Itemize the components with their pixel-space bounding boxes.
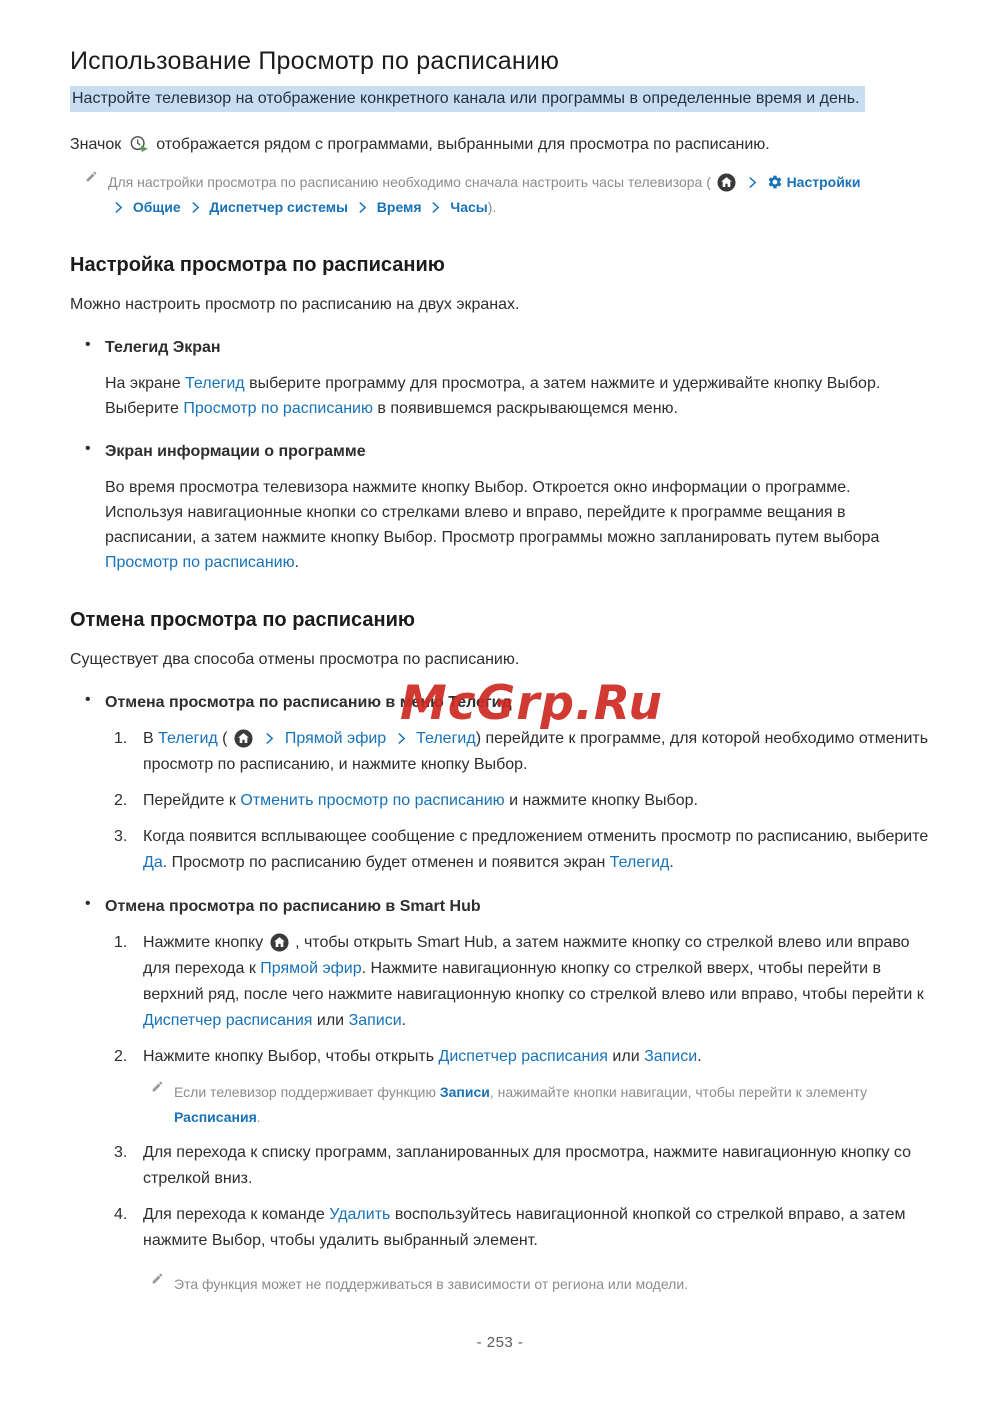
text-segment: . <box>669 854 674 871</box>
system-manager-link[interactable]: Диспетчер системы <box>209 199 349 215</box>
setup-bullet-list <box>70 337 930 575</box>
region-note <box>151 1272 930 1297</box>
chevron-right-icon <box>748 176 757 189</box>
clock-setup-note-text <box>108 170 860 220</box>
text-segment: Для перехода к команде <box>143 1206 330 1223</box>
recordings-link[interactable]: Записи <box>644 1048 698 1065</box>
text-segment: Для перехода к списку программ, запланированных для просмотра, нажмите навигационную кнопку со стрелкой вниз. <box>143 1144 911 1187</box>
home-icon <box>270 933 289 952</box>
step-item <box>105 1044 930 1130</box>
text-segment: . <box>294 554 300 571</box>
chevron-right-icon <box>397 732 406 745</box>
note-pencil-icon <box>151 1272 164 1297</box>
intro-highlight: Настройте телевизор на отображение конкретного канала или программы в определенные время и день. <box>70 86 865 112</box>
list-item-cancel-smarthub <box>70 896 930 1254</box>
chevron-right-icon <box>114 201 123 214</box>
recordings-note-text <box>174 1080 930 1130</box>
cancel-smarthub-title: • Отмена просмотра по расписанию в Smart Hub <box>105 898 481 915</box>
intro-text-after: отображается рядом с программами, выбранными для просмотра по расписанию. <box>156 136 770 153</box>
text-segment: или <box>607 1048 645 1065</box>
schedules-link[interactable]: Расписания <box>174 1109 257 1125</box>
section-heading-setup: Настройка просмотра по расписанию <box>70 254 445 276</box>
text-segment: , чтобы открыть Smart Hub, а затем нажмите кнопку со стрелкой влево или вправо для перехода к <box>143 934 910 977</box>
text-segment: В <box>143 730 159 747</box>
note-text-tail: ). <box>487 199 497 215</box>
section-heading-cancel: Отмена просмотра по расписанию <box>70 609 415 631</box>
list-item-program-info <box>70 441 930 575</box>
text-segment: или <box>312 1012 349 1029</box>
text-segment: ( <box>217 730 228 747</box>
guide-link[interactable]: Телегид <box>609 854 670 871</box>
recordings-link[interactable]: Записи <box>348 1012 402 1029</box>
intro-text-before: Значок <box>70 136 122 153</box>
chevron-right-icon <box>358 201 367 214</box>
cancel-schedule-viewing-link[interactable]: Отменить просмотр по расписанию <box>240 792 505 809</box>
schedule-viewing-link[interactable]: Просмотр по расписанию <box>183 400 373 417</box>
delete-link[interactable]: Удалить <box>329 1206 391 1223</box>
note-text-segment: Если телевизор поддерживает функцию <box>174 1084 440 1100</box>
step-item <box>105 1202 930 1254</box>
cancel-guide-title: • Отмена просмотра по расписанию в меню Телегид <box>105 694 512 711</box>
settings-link[interactable]: Настройки <box>786 174 861 190</box>
recordings-link[interactable]: Записи <box>439 1084 490 1100</box>
step-item <box>105 824 930 876</box>
chevron-right-icon <box>191 201 200 214</box>
chevron-right-icon <box>265 732 274 745</box>
home-icon <box>234 729 253 748</box>
cancel-lead: Существует два способа отмены просмотра по расписанию. <box>70 651 520 668</box>
step-item <box>105 1140 930 1192</box>
note-text-segment: Для настройки просмотра по расписанию необходимо сначала настроить часы телевизора ( <box>108 174 711 190</box>
guide-link[interactable]: Телегид <box>416 730 476 747</box>
general-link[interactable]: Общие <box>132 199 181 215</box>
cancel-guide-steps <box>105 726 930 876</box>
note-text-segment: . <box>256 1109 261 1125</box>
text-segment: выберите программу для просмотра, а затем нажмите и удерживайте кнопку Выбор. Выберите <box>105 375 881 417</box>
note-pencil-icon <box>151 1080 164 1130</box>
text-segment: Нажмите кнопку Выбор, чтобы открыть <box>143 1048 439 1065</box>
text-segment: Во время просмотра телевизора нажмите кнопку Выбор. Откроется окно информации о программе. Используя навигационные кнопки со стрелками влево и вправо, перейдите к программе вещания в расписании, а затем нажмите кнопку Выбор. Просмотр программы можно запланировать путем выбора <box>105 479 880 546</box>
text-segment: . Просмотр по расписанию будет отменен и появится экран <box>162 854 610 871</box>
watermark-link[interactable]: McGrp.Ru <box>400 676 663 731</box>
clock-setup-note <box>85 170 930 220</box>
text-segment: Перейдите к <box>143 792 241 809</box>
page-title: Использование Просмотр по расписанию <box>70 47 560 75</box>
time-link[interactable]: Время <box>376 199 422 215</box>
home-icon <box>717 173 736 192</box>
text-segment: и нажмите кнопку Выбор. <box>504 792 698 809</box>
schedule-viewing-link[interactable]: Просмотр по расписанию <box>105 554 295 571</box>
guide-screen-paragraph <box>105 371 930 421</box>
text-segment: Когда появится всплывающее сообщение с предложением отменить просмотр по расписанию, выберите <box>143 828 929 845</box>
settings-gear-icon <box>767 174 783 190</box>
text-segment: . <box>401 1012 407 1029</box>
cancel-bullet-list <box>70 692 930 1254</box>
schedule-manager-link[interactable]: Диспетчер расписания <box>143 1012 313 1029</box>
list-item-guide-screen <box>70 337 930 421</box>
guide-screen-title: • Телегид Экран <box>105 339 221 356</box>
clock-link[interactable]: Часы <box>450 199 488 215</box>
recordings-note <box>151 1080 930 1130</box>
text-segment: в появившемся раскрывающемся меню. <box>372 400 678 417</box>
program-info-title: • Экран информации о программе <box>105 443 366 460</box>
note-pencil-icon <box>85 170 98 220</box>
schedule-manager-link[interactable]: Диспетчер расписания <box>438 1048 608 1065</box>
page-number: - 253 - <box>476 1334 524 1351</box>
step-item <box>105 726 930 778</box>
chevron-right-icon <box>431 201 440 214</box>
live-tv-link[interactable]: Прямой эфир <box>260 960 362 977</box>
program-info-paragraph <box>105 475 930 575</box>
intro-paragraph <box>70 132 930 157</box>
text-segment: . <box>697 1048 702 1065</box>
schedule-viewing-clock-icon <box>129 135 149 153</box>
guide-link[interactable]: Телегид <box>158 730 218 747</box>
step-item <box>105 930 930 1034</box>
region-note-text: Эта функция может не поддерживаться в зависимости от региона или модели. <box>174 1276 689 1292</box>
text-segment: . Нажмите навигационную кнопку со стрелкой вверх, чтобы перейти в верхний ряд, после чего нажмите навигационную кнопку со стрелкой влево или вправо, чтобы перейти к <box>143 960 924 1003</box>
text-segment: воспользуйтесь навигационной кнопкой со стрелкой вправо, а затем нажмите Выбор, чтобы удалить выбранный элемент. <box>143 1206 906 1249</box>
step-item <box>105 788 930 814</box>
text-segment: На экране <box>105 375 186 392</box>
cancel-smarthub-steps <box>105 930 930 1254</box>
live-tv-link[interactable]: Прямой эфир <box>284 730 387 747</box>
note-text-segment: , нажимайте кнопки навигации, чтобы перейти к элементу <box>489 1084 868 1100</box>
text-segment: Нажмите кнопку <box>143 934 268 951</box>
text-segment: ) перейдите к программе, для которой необходимо отменить просмотр по расписанию, и нажмите кнопку Выбор. <box>143 730 929 773</box>
setup-lead: Можно настроить просмотр по расписанию на двух экранах. <box>70 296 520 313</box>
guide-link[interactable]: Телегид <box>185 375 245 392</box>
yes-link[interactable]: Да <box>143 854 163 871</box>
